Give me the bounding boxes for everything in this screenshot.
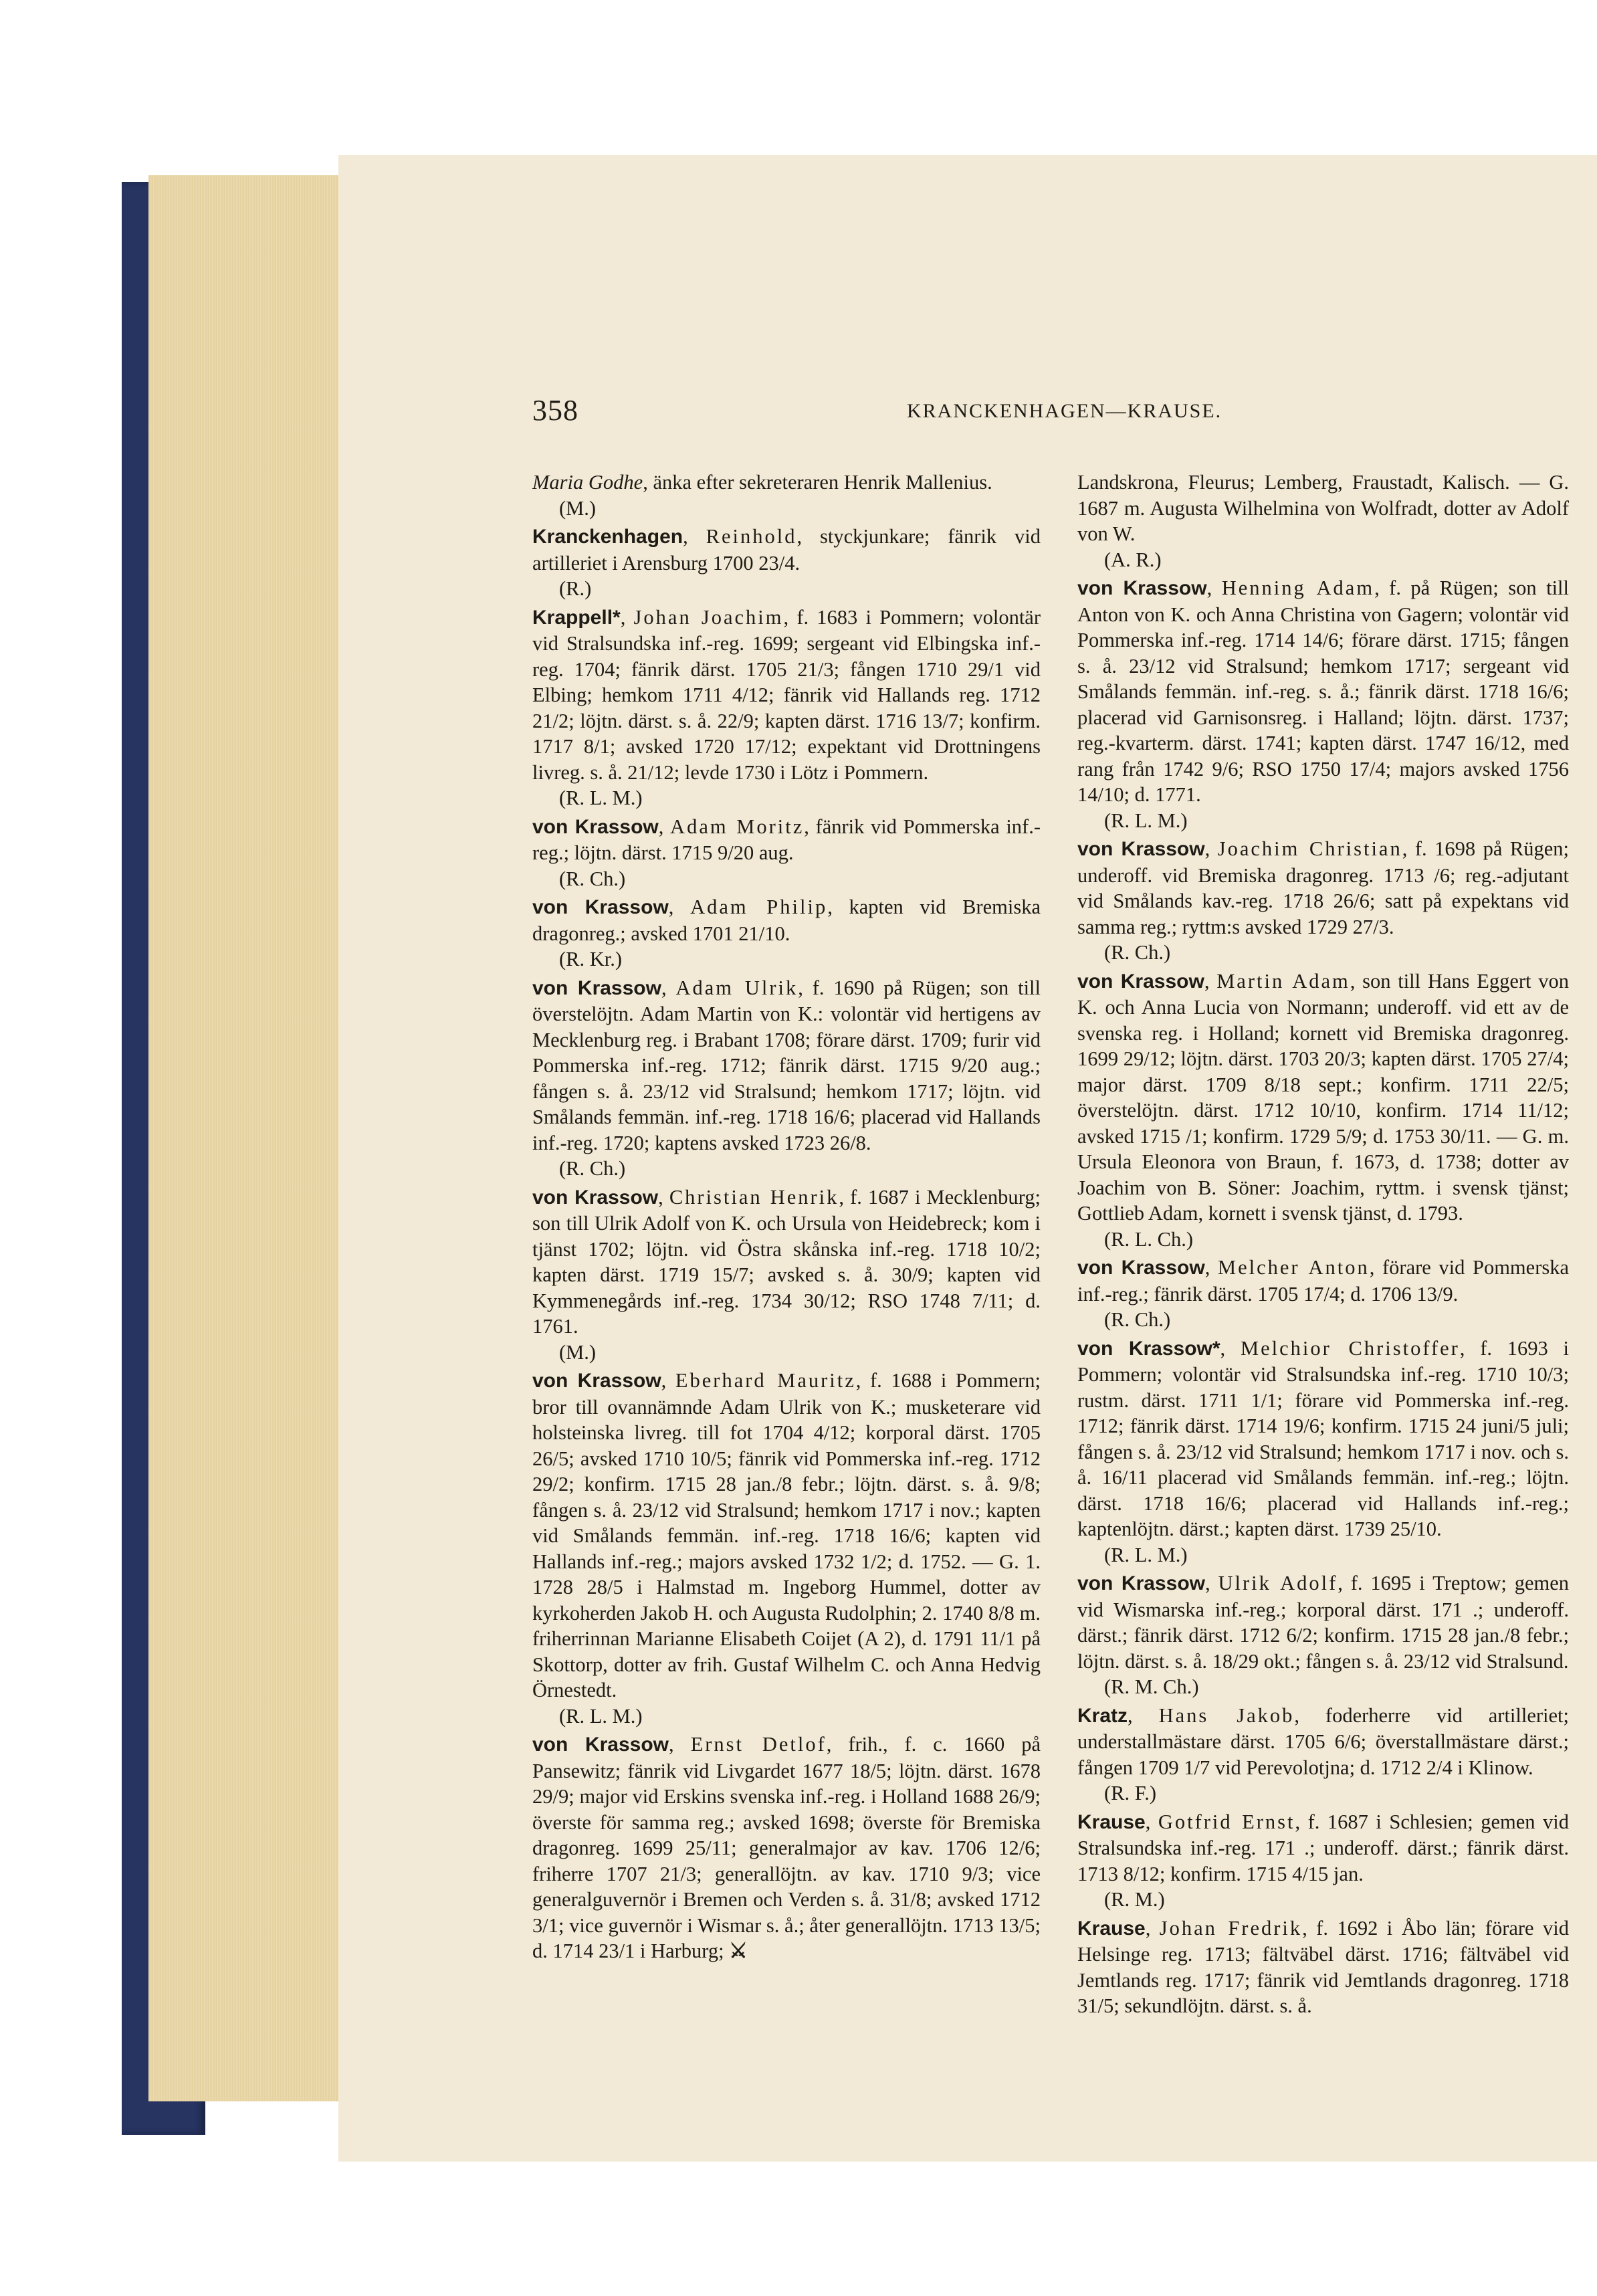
biography-entry [532, 814, 1041, 892]
biography-entry [1077, 1255, 1569, 1333]
entry-surname: von Krassow [1077, 577, 1207, 599]
page-content [532, 274, 1569, 2133]
entry-text: von Krassow, Adam Philip, kapten vid Bremiska dragonreg.; avsked 1701 21/10. [532, 896, 1041, 945]
entry-given-name: Martin Adam [1216, 969, 1350, 993]
entry-text: von Krassow, Henning Adam, f. på Rügen; son till Anton von K. och Anna Christina von Gagern; volontär vid Pommerska inf.-reg. 1714 14/6; förare därst. 1715; fången s. å. 23/12 vid Stralsund; hemkom 1717; sergeant vid Smålands femmän. inf.-reg. s. å.; fänrik därst. 1718 16/6; placerad vid Garnisonsreg. i Halland; löjtn. därst. 1737; reg.-kvarterm. därst. 1741; kapten därst. 1747 16/12, med rang från 1742 9/6; RSO 1750 17/4; majors avsked 1756 14/10; d. 1771. [1077, 577, 1569, 806]
biography-entry [1077, 1915, 1569, 2019]
entry-body: , fänrik vid Pommerska inf.-reg.; löjtn. därst. 1715 9/20 aug. [532, 815, 1041, 864]
entry-body: , f. 1698 på Rügen; underoff. vid Bremiska dragonreg. 1713 /6; reg.-adjutant vid Smålands kav.-reg. 1718 26/6; satt på expektans vid samma reg.; ryttm:s avsked 1729 27/3. [1077, 837, 1569, 938]
entry-surname: von Krassow [532, 1370, 661, 1392]
entry-surname: Krappell* [532, 606, 621, 629]
entry-given-name: Eberhard Mauritz [675, 1369, 856, 1392]
entry-surname: von Krassow [1077, 1572, 1205, 1594]
entry-body: , frih., f. c. 1660 på Pansewitz; fänrik vid Livgardet 1677 18/5; löjtn. därst. 1678 29/9; major vid Erskins svenska inf.-reg. i Holland 1688 26/9; överste för samma reg.; avsked 1698; överste för Bremiska dragonreg. 1699 25/11; generalmajor av kav. 1706 12/6; friherre 1707 21/3; generallöjtn. av kav. 1710 9/3; vice generalguvernör i Bremen och Verden s. å. 31/8; avsked 1712 3/1; vice guvernör i Wismar s. å.; åter generallöjtn. 1713 13/5; d. 1714 23/1 i Harburg; [532, 1733, 1041, 1962]
entry-text: von Krassow, Joachim Christian, f. 1698 på Rügen; underoff. vid Bremiska dragonreg. 1713 /6; reg.-adjutant vid Smålands kav.-reg. 1718 26/6; satt på expektans vid samma reg.; ryttm:s avsked 1729 27/3. [1077, 837, 1569, 938]
entry-text [1077, 469, 1569, 547]
entry-given-name: Adam Moritz [670, 815, 805, 838]
entry-surname: von Krassow [1077, 1257, 1205, 1279]
entry-surname: Kranckenhagen [532, 526, 683, 548]
biography-entry [532, 975, 1041, 1182]
source-reference: (A. R.) [1104, 548, 1162, 571]
entry-body: , f. 1690 på Rügen; son till överstelöjtn. Adam Martin von K.: volontär vid hertigens av Mecklenburg reg. i Brabant 1708; förare därst. 1709; furir vid Pommerska inf.-reg. 1712; fänrik därst. 1715 9/20 aug.; fången s. å. 23/12 vid Stralsund; hemkom 1717; löjtn. vid Smålands femmän. inf.-reg. 1718 16/6; placerad vid Hallands inf.-reg. 1720; kaptens avsked 1723 26/8. [532, 976, 1041, 1154]
source-reference: (R.) [559, 577, 592, 600]
entry-given-name: Henning Adam [1221, 577, 1375, 599]
entry-text: von Krassow, Ernst Detlof, frih., f. c. 1660 på Pansewitz; fänrik vid Livgardet 1677 18/5; löjtn. därst. 1678 29/9; major vid Erskins svenska inf.-reg. i Holland 1688 26/9; överste för samma reg.; avsked 1698; överste för Bremiska dragonreg. 1699 25/11; generalmajor av kav. 1706 12/6; friherre 1707 21/3; generallöjtn. av kav. 1710 9/3; vice generalguvernör i Bremen och Verden s. å. 31/8; avsked 1712 3/1; vice guvernör i Wismar s. å.; åter generallöjtn. 1713 13/5; d. 1714 23/1 i Harburg; ⚔ [532, 1733, 1041, 1962]
biography-entry [1077, 1336, 1569, 1568]
biography-entry [532, 605, 1041, 811]
entry-given-name: Johan Joachim [633, 605, 784, 629]
biography-entry [1077, 1809, 1569, 1913]
entry-text: Krause, Gotfrid Ernst, f. 1687 i Schlesien; gemen vid Stralsundska inf.-reg. 171 .; underoff. därst.; fänrik därst. 1713 8/12; konfirm. 1715 4/15 jan. [1077, 1810, 1569, 1885]
biography-entry [532, 1368, 1041, 1729]
entry-body: , foderherre vid artilleriet; understallmästare därst. 1705 6/6; överstallmästare därst.; fången 1709 1/7 vid Perevolotjna; d. 1712 2/4 i Klinow. [1077, 1703, 1569, 1779]
entry-surname: von Krassow [532, 1734, 669, 1756]
entry-text: von Krassow, Christian Henrik, f. 1687 i Mecklenburg; son till Ulrik Adolf von K. och Ursula von Heidebreck; kom i tjänst 1702; löjtn. vid Östra skånska inf.-reg. 1718 10/2; kapten därst. 1719 15/7; avsked s. å. 30/9; kapten vid Kymmenegårds inf.-reg. 1734 30/12; RSO 1748 7/11; d. 1761. [532, 1185, 1041, 1338]
source-reference: (R. F.) [1104, 1782, 1157, 1804]
entry-body: , f. 1692 i Åbo län; förare vid Helsinge reg. 1713; fältväbel därst. 1716; fältväbel vid Jemtlands reg. 1717; fänrik vid Jemtlands dragonreg. 1718 31/5; sekundlöjtn. därst. s. å. [1077, 1916, 1569, 2017]
entry-surname: von Krassow [532, 1186, 659, 1209]
entry-text: von Krassow*, Melchior Christoffer, f. 1693 i Pommern; volontär vid Stralsundska inf.-reg. 1710 10/3; rustm. därst. 1711 1/1; förare vid Pommerska inf.-reg. 1712; fänrik därst. 1714 19/6; konfirm. 1715 24 juni/5 juli; fången s. å. 23/12 vid Stralsund; hemkom 1717 i nov. och s. å. 16/11 placerad vid Smålands femmän. inf.-reg.; löjtn. därst. 1718 16/6; placerad vid Hallands inf.-reg.; kaptenlöjtn. därst.; kapten därst. 1739 25/10. [1077, 1336, 1569, 1540]
left-column [532, 469, 1041, 1964]
source-reference: (R. Ch.) [559, 1157, 626, 1180]
source-reference: (R. M. Ch.) [1104, 1675, 1199, 1698]
entry-body: , kapten vid Bremiska dragonreg.; avsked 1701 21/10. [532, 896, 1041, 945]
entry-surname: von Krassow [532, 976, 661, 999]
entry-text [532, 469, 1041, 496]
biography-entry [532, 894, 1041, 972]
entry-given-name: Christian Henrik [669, 1185, 839, 1209]
entry-text: von Krassow, Melcher Anton, förare vid Pommerska inf.-reg.; fänrik därst. 1705 17/4; d. 1706 13/9. [1077, 1256, 1570, 1306]
source-reference: (R. L. M.) [1104, 1543, 1188, 1566]
entry-surname: von Krassow [1077, 970, 1204, 993]
entry-body: , förare vid Pommerska inf.-reg.; fänrik därst. 1705 17/4; d. 1706 13/9. [1077, 1256, 1570, 1306]
entry-text: Kratz, Hans Jakob, foderherre vid artilleriet; understallmästare därst. 1705 6/6; överstallmästare därst.; fången 1709 1/7 vid Perevolotjna; d. 1712 2/4 i Klinow. [1077, 1703, 1569, 1779]
entry-text: von Krassow, Adam Moritz, fänrik vid Pommerska inf.-reg.; löjtn. därst. 1715 9/20 aug. [532, 815, 1041, 864]
entry-given-name: Hans Jakob [1158, 1703, 1295, 1727]
entry-surname: Kratz [1077, 1704, 1128, 1727]
entry-body: , f. 1687 i Schlesien; gemen vid Stralsundska inf.-reg. 171 .; underoff. därst.; fänrik därst. 1713 8/12; konfirm. 1715 4/15 jan. [1077, 1810, 1569, 1885]
biography-entry [1077, 836, 1569, 966]
entry-body: , f. 1695 i Treptow; gemen vid Wismarska inf.-reg.; korporal därst. 171 .; underoff. därst.; fänrik därst. 1712 6/2; konfirm. 1715 28 jan./8 febr.; löjtn. därst. s. å. 18/29 okt.; fången s. å. 23/12 vid Stralsund. [1077, 1572, 1570, 1673]
source-reference: (R. Ch.) [559, 867, 626, 890]
entry-text: Krappell*, Johan Joachim, f. 1683 i Pommern; volontär vid Stralsundska inf.-reg. 1699; sergeant vid Elbingska inf.-reg. 1704; fänrik därst. 1705 21/3; fången 1710 29/1 vid Elbing; hemkom 1711 4/12; fänrik vid Hallands reg. 1712 21/2; löjtn. därst. s. å. 22/9; kapten därst. 1716 13/7; konfirm. 1717 8/1; avsked 1720 17/12; expektant vid Drottningens livreg. s. å. 21/12; levde 1730 i Lötz i Pommern. [532, 605, 1041, 784]
entry-given-name: Melcher Anton [1217, 1256, 1370, 1279]
entry-text: von Krassow, Martin Adam, son till Hans Eggert von K. och Anna Lucia von Normann; underoff. vid ett av de svenska reg. i Holland; kornett vid Bremiska dragonreg. 1699 29/12; löjtn. därst. 1703 20/3; kapten därst. 1705 27/4; major därst. 1709 8/18 sept.; konfirm. 1711 22/5; överstelöjtn. därst. 1712 10/10, konfirm. 1714 11/12; avsked 1715 /1; konfirm. 1729 5/9; d. 1753 30/11. — G. m. Ursula Eleonora von Braun, f. 1673, d. 1738; dotter av Joachim von B. Söner: Joachim, ryttm. i svensk tjänst; Gottlieb Adam, kornett i svensk tjänst, d. 1793. [1077, 969, 1570, 1225]
continued-text [532, 469, 1041, 521]
page-number: 358 [532, 394, 578, 427]
page-block-edge [148, 175, 344, 2101]
entry-text: von Krassow, Eberhard Mauritz, f. 1688 i Pommern; bror till ovannämnde Adam Ulrik von K.; musketerare vid holsteinska livreg. till fot 1704 4/12; korporal därst. 1705 26/5; avsked 1710 10/5; fänrik vid Pommerska inf.-reg. 1712 29/2; konfirm. 1715 28 jan./8 febr.; löjtn. därst. s. å. 9/8; fången s. å. 23/12 vid Stralsund; hemkom 1717 i nov.; kapten vid Smålands femmän. inf.-reg. 1718 16/6; kapten vid Hallands inf.-reg.; majors avsked 1732 1/2; d. 1752. — G. 1. 1728 28/5 i Halmstad m. Ingeborg Hummel, dotter av kyrkoherden Jakob H. och Augusta Rudolphin; 2. 1740 8/8 m. friherrinnan Marianne Elisabeth Coijet (A 2), d. 1791 11/1 på Skottorp, dotter av frih. Gustaf Wilhelm C. och Anna Hedvig Örnestedt. [532, 1369, 1041, 1701]
entry-given-name: Johan Fredrik [1159, 1916, 1303, 1940]
source-reference: (R. Ch.) [1104, 941, 1171, 964]
entry-given-name: Gotfrid Ernst [1158, 1810, 1295, 1833]
biography-entry [1077, 1703, 1569, 1806]
biography-entry [1077, 575, 1569, 833]
entry-given-name: Joachim Christian [1217, 837, 1402, 860]
entry-given-name: Adam Philip [690, 896, 828, 918]
biography-entry [532, 524, 1041, 602]
right-column [1077, 469, 1569, 2019]
entry-surname: Krause [1077, 1810, 1146, 1833]
entry-surname: von Krassow [532, 896, 669, 918]
entry-body: , änka efter sekreteraren Henrik Mallenius. [643, 471, 992, 494]
entry-given-name: Melchior Christoffer [1240, 1336, 1460, 1360]
entry-text: von Krassow, Ulrik Adolf, f. 1695 i Treptow; gemen vid Wismarska inf.-reg.; korporal därst. 171 .; underoff. därst.; fänrik därst. 1712 6/2; konfirm. 1715 28 jan./8 febr.; löjtn. därst. s. å. 18/29 okt.; fången s. å. 23/12 vid Stralsund. [1077, 1572, 1570, 1673]
running-head: KRANCKENHAGEN—KRAUSE. [907, 400, 1222, 422]
entry-surname: von Krassow [1077, 838, 1205, 860]
entry-italic-text: Maria Godhe [532, 471, 643, 494]
entry-surname: von Krassow* [1077, 1337, 1220, 1360]
source-reference: (R. Ch.) [1104, 1308, 1171, 1331]
biography-entry [532, 1184, 1041, 1366]
entry-text: Kranckenhagen, Reinhold, styckjunkare; fänrik vid artilleriet i Arensburg 1700 23/4. [532, 525, 1041, 575]
source-reference: (R. L. M.) [1104, 809, 1188, 832]
source-reference: (R. L. Ch.) [1104, 1227, 1194, 1251]
entry-body: , f. 1683 i Pommern; volontär vid Stralsundska inf.-reg. 1699; sergeant vid Elbingska inf.-reg. 1704; fänrik därst. 1705 21/3; fången 1710 29/1 vid Elbing; hemkom 1711 4/12; fänrik vid Hallands reg. 1712 21/2; löjtn. därst. s. å. 22/9; kapten därst. 1716 13/7; konfirm. 1717 8/1; avsked 1720 17/12; expektant vid Drottningens livreg. s. å. 21/12; levde 1730 i Lötz i Pommern. [532, 605, 1041, 784]
biography-entry [532, 1732, 1041, 1964]
fallen-in-battle-icon: ⚔ [729, 1940, 748, 1962]
entry-given-name: Reinhold [706, 525, 797, 548]
entry-surname: von Krassow [532, 815, 659, 838]
entry-body: , styckjunkare; fänrik vid artilleriet i Arensburg 1700 23/4. [532, 525, 1041, 575]
biography-entry [1077, 1570, 1569, 1700]
book-page [338, 155, 1597, 2162]
biography-entry [1077, 968, 1569, 1253]
source-reference: (M.) [559, 496, 597, 520]
source-reference: (R. L. M.) [559, 787, 643, 809]
source-reference: (R. M.) [1104, 1888, 1165, 1911]
source-reference: (M.) [559, 1340, 597, 1364]
entry-body: Landskrona, Fleurus; Lemberg, Fraustadt, Kalisch. — G. 1687 m. Augusta Wilhelmina von Wolfradt, dotter av Adolf von W. [1077, 471, 1569, 545]
entry-given-name: Ulrik Adolf [1218, 1572, 1338, 1594]
entry-text: von Krassow, Adam Ulrik, f. 1690 på Rügen; son till överstelöjtn. Adam Martin von K.: volontär vid hertigens av Mecklenburg reg. i Brabant 1708; förare därst. 1709; furir vid Pommerska inf.-reg. 1712; fänrik därst. 1715 9/20 aug.; fången s. å. 23/12 vid Stralsund; hemkom 1717; löjtn. vid Smålands femmän. inf.-reg. 1718 16/6; placerad vid Hallands inf.-reg. 1720; kaptens avsked 1723 26/8. [532, 976, 1041, 1154]
entry-surname: Krause [1077, 1917, 1146, 1940]
source-reference: (R. Kr.) [559, 948, 623, 970]
entry-text: Krause, Johan Fredrik, f. 1692 i Åbo län; förare vid Helsinge reg. 1713; fältväbel därst. 1716; fältväbel vid Jemtlands reg. 1717; fänrik vid Jemtlands dragonreg. 1718 31/5; sekundlöjtn. därst. s. å. [1077, 1916, 1569, 2017]
entry-body: , f. 1687 i Mecklenburg; son till Ulrik Adolf von K. och Ursula von Heidebreck; kom i tjänst 1702; löjtn. vid Östra skånska inf.-reg. 1718 10/2; kapten därst. 1719 15/7; avsked s. å. 30/9; kapten vid Kymmenegårds inf.-reg. 1734 30/12; RSO 1748 7/11; d. 1761. [532, 1185, 1041, 1338]
entry-given-name: Adam Ulrik [675, 976, 798, 999]
continued-text [1077, 469, 1569, 572]
entry-body: , son till Hans Eggert von K. och Anna Lucia von Normann; underoff. vid ett av de svenska reg. i Holland; kornett vid Bremiska dragonreg. 1699 29/12; löjtn. därst. 1703 20/3; kapten därst. 1705 27/4; major därst. 1709 8/18 sept.; konfirm. 1711 22/5; överstelöjtn. därst. 1712 10/10, konfirm. 1714 11/12; avsked 1715 /1; konfirm. 1729 5/9; d. 1753 30/11. — G. m. Ursula Eleonora von Braun, f. 1673, d. 1738; dotter av Joachim von B. Söner: Joachim, ryttm. i svensk tjänst; Gottlieb Adam, kornett i svensk tjänst, d. 1793. [1077, 969, 1570, 1225]
entry-body: , f. 1688 i Pommern; bror till ovannämnde Adam Ulrik von K.; musketerare vid holsteinska livreg. till fot 1704 4/12; korporal därst. 1705 26/5; avsked 1710 10/5; fänrik vid Pommerska inf.-reg. 1712 29/2; konfirm. 1715 28 jan./8 febr.; löjtn. därst. s. å. 9/8; fången s. å. 23/12 vid Stralsund; hemkom 1717 i nov.; kapten vid Smålands femmän. inf.-reg. 1718 16/6; kapten vid Hallands inf.-reg.; majors avsked 1732 1/2; d. 1752. — G. 1. 1728 28/5 i Halmstad m. Ingeborg Hummel, dotter av kyrkoherden Jakob H. och Augusta Rudolphin; 2. 1740 8/8 m. friherrinnan Marianne Elisabeth Coijet (A 2), d. 1791 11/1 på Skottorp, dotter av frih. Gustaf Wilhelm C. och Anna Hedvig Örnestedt. [532, 1369, 1041, 1701]
entry-given-name: Ernst Detlof [690, 1733, 827, 1756]
entry-body: , f. 1693 i Pommern; volontär vid Stralsundska inf.-reg. 1710 10/3; rustm. därst. 1711 1/1; förare vid Pommerska inf.-reg. 1712; fänrik därst. 1714 19/6; konfirm. 1715 24 juni/5 juli; fången s. å. 23/12 vid Stralsund; hemkom 1717 i nov. och s. å. 16/11 placerad vid Smålands femmän. inf.-reg.; löjtn. därst. 1718 16/6; placerad vid Hallands inf.-reg.; kaptenlöjtn. därst.; kapten därst. 1739 25/10. [1077, 1336, 1569, 1540]
source-reference: (R. L. M.) [559, 1704, 643, 1728]
entry-body: , f. på Rügen; son till Anton von K. och Anna Christina von Gagern; volontär vid Pommerska inf.-reg. 1714 14/6; förare därst. 1715; fången s. å. 23/12 vid Stralsund; hemkom 1717; sergeant vid Smålands femmän. inf.-reg. s. å.; fänrik därst. 1718 16/6; placerad vid Garnisonsreg. i Halland; löjtn. därst. 1737; reg.-kvarterm. därst. 1741; kapten därst. 1747 16/12, med rang från 1742 9/6; RSO 1750 17/4; majors avsked 1756 14/10; d. 1771. [1077, 577, 1569, 806]
